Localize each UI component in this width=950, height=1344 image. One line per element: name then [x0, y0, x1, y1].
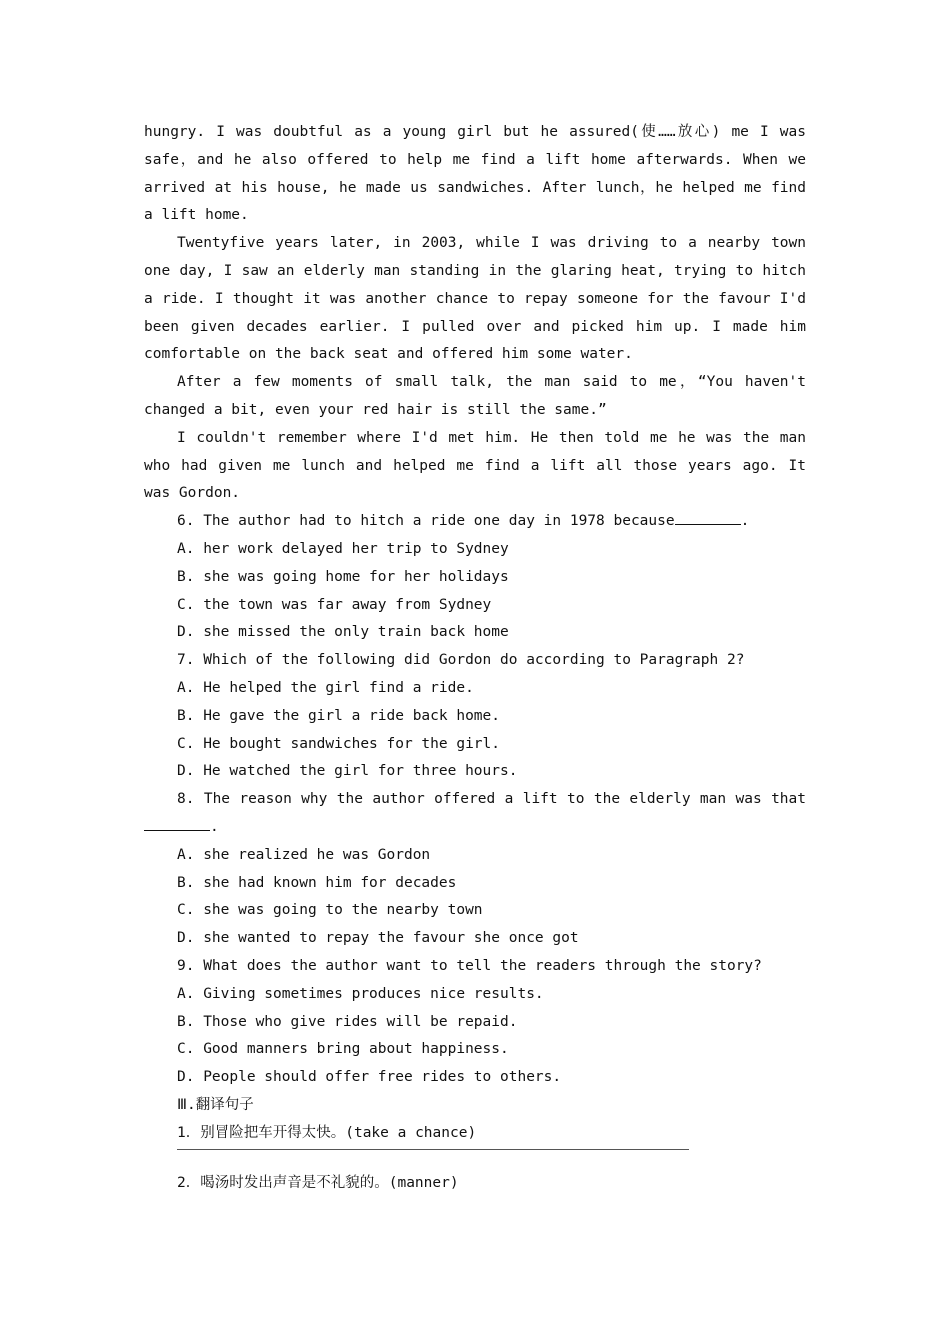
question-option: B. He gave the girl a ride back home.: [177, 707, 501, 724]
question-option: C. she was going to the nearby town: [177, 902, 483, 919]
answer-blank: [144, 816, 210, 831]
question-option: A. her work delayed her trip to Sydney: [177, 540, 509, 557]
translation-section: [144, 1092, 806, 1198]
question-option: D. People should offer free rides to others.: [177, 1069, 562, 1086]
translation-item: 1．别冒险把车开得太快。(take a chance): [177, 1124, 477, 1141]
passage-paragraph-4: I couldn't remember where I'd met him. He then told me he was the man who had given me lunch and helped me find a lift all those years ago. It was Gordon.: [144, 429, 806, 502]
document-page: [144, 119, 806, 1198]
question-option: A. He helped the girl find a ride.: [177, 679, 474, 696]
passage-paragraph-1: hungry. I was doubtful as a young girl but he assured(使……放心) me I was safe，and he also offered to help me find a lift home afterwards. When we arrived at his house, he made us sandwiches. After lunch，he helped me find a lift home.: [144, 124, 806, 224]
question-option: C. Good manners bring about happiness.: [177, 1041, 509, 1058]
question-6: [144, 508, 806, 647]
passage-paragraph-2: Twentyfive years later, in 2003, while I was driving to a nearby town one day, I saw an elderly man standing in the glaring heat, trying to hitch a ride. I thought it was another chance to repay someone for the favour I'd been given decades earlier. I pulled over and picked him up. I made him comfortable on the back seat and offered him some water.: [144, 235, 806, 363]
question-stem: 8. The reason why the author offered a lift to the elderly man was that.: [144, 786, 806, 842]
translation-item: 2．喝汤时发出声音是不礼貌的。(manner): [177, 1175, 459, 1192]
question-option: D. she missed the only train back home: [177, 624, 509, 641]
question-7: [144, 647, 806, 786]
question-stem: 6. The author had to hitch a ride one day in 1978 because .: [144, 508, 806, 536]
question-stem: 7. Which of the following did Gordon do according to Paragraph 2?: [177, 652, 745, 669]
question-option: A. she realized he was Gordon: [177, 846, 431, 863]
question-option: D. He watched the girl for three hours.: [177, 763, 518, 780]
question-8: [144, 786, 806, 953]
question-option: B. Those who give rides will be repaid.: [177, 1013, 518, 1030]
question-option: A. Giving sometimes produces nice results.: [177, 985, 544, 1002]
question-option: C. He bought sandwiches for the girl.: [177, 735, 501, 752]
passage-paragraph-3: After a few moments of small talk, the man said to me，“You haven't changed a bit, even your red hair is still the same.”: [144, 374, 806, 418]
question-option: B. she was going home for her holidays: [177, 568, 509, 585]
question-option: B. she had known him for decades: [177, 874, 457, 891]
answer-line[interactable]: [177, 1149, 689, 1170]
question-option: C. the town was far away from Sydney: [177, 596, 492, 613]
answer-blank: [675, 510, 741, 525]
question-stem: 9. What does the author want to tell the readers through the story?: [177, 957, 762, 974]
question-9: [144, 953, 806, 1092]
question-option: D. she wanted to repay the favour she once got: [177, 930, 579, 947]
section-heading: Ⅲ.翻译句子: [177, 1096, 254, 1113]
